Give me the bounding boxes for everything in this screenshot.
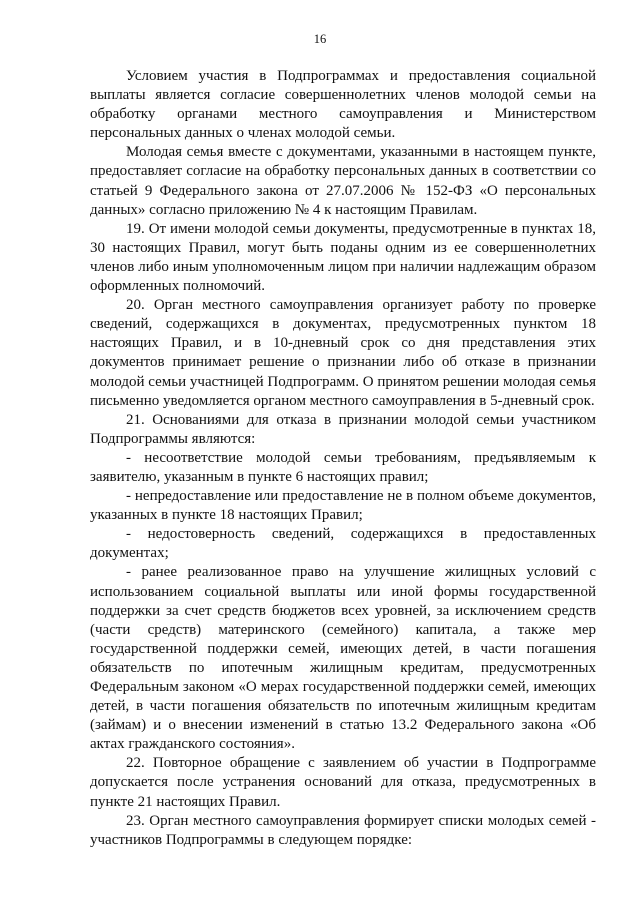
paragraph-consent-documents: Молодая семья вместе с документами, указанными в настоящем пункте, предоставляет согласие на обработку персональных данных в соответствии со статьей 9 Федерального закона от 27.07.2006 № 152-ФЗ «О персональных данных» согласно приложению № 4 к настоящим Правилам. [90,144,596,218]
paragraph-item-20: 20. Орган местного самоуправления организует работу по проверке сведений, содержащихся в документах, предусмотренных пунктом 18 настоящих Правил, и в 10-дневный срок со дня представления этих документов принимает решение о признании либо об отказе в признании молодой семьи участницей Подпрограмм. О принятом решении молодая семья письменно уведомляется органом местного самоуправления в 5-дневный срок. [90,297,596,409]
page-number: 16 [313,32,327,46]
list-item-previously-exercised-right: - ранее реализованное право на улучшение жилищных условий с использованием социальной выплаты или иной формы государственной поддержки за счет средств бюджетов всех уровней, за исключением средств (части средств) материнского (семейного) капитала, а также мер государственной поддержки семей, имеющих детей, в части погашения обязательств по ипотечным жилищным кредитам, предусмотренных Федеральным законом «О мерах государственной поддержки семей, имеющих детей, в части погашения обязательств по ипотечным жилищным кредитам (займам) и о внесении изменений в статью 13.2 Федерального закона «Об актах гражданского состояния». [90,564,596,753]
list-item-unreliable-info: - недостоверность сведений, содержащихся в предоставленных документах; [90,526,596,562]
document-body [90,67,596,850]
paragraph-item-21: 21. Основаниями для отказа в признании молодой семьи участником Подпрограммы являются: [90,411,596,447]
paragraph-consent-condition: Условием участия в Подпрограммах и предоставления социальной выплаты является согласие совершеннолетних членов молодой семьи на обработку органами местного самоуправления и Министерством персональных данных о членах молодой семьи. [90,68,596,142]
paragraph-item-19: 19. От имени молодой семьи документы, предусмотренные в пунктах 18, 30 настоящих Правил, могут быть поданы одним из ее совершеннолетних членов либо иным уполномоченным лицом при наличии надлежащим образом оформленных полномочий. [90,220,596,295]
paragraph-item-23: 23. Орган местного самоуправления формирует списки молодых семей - участников Подпрограммы в следующем порядке: [90,812,596,848]
paragraph-item-22: 22. Повторное обращение с заявлением об участии в Подпрограмме допускается после устранения оснований для отказа, предусмотренных в пункте 21 настоящих Правил. [90,755,596,810]
list-item-requirements-mismatch: - несоответствие молодой семьи требованиям, предъявляемым к заявителю, указанным в пункте 6 настоящих правил; [90,449,596,485]
list-item-documents-missing: - непредоставление или предоставление не в полном объеме документов, указанных в пункте 18 настоящих Правил; [90,488,596,524]
